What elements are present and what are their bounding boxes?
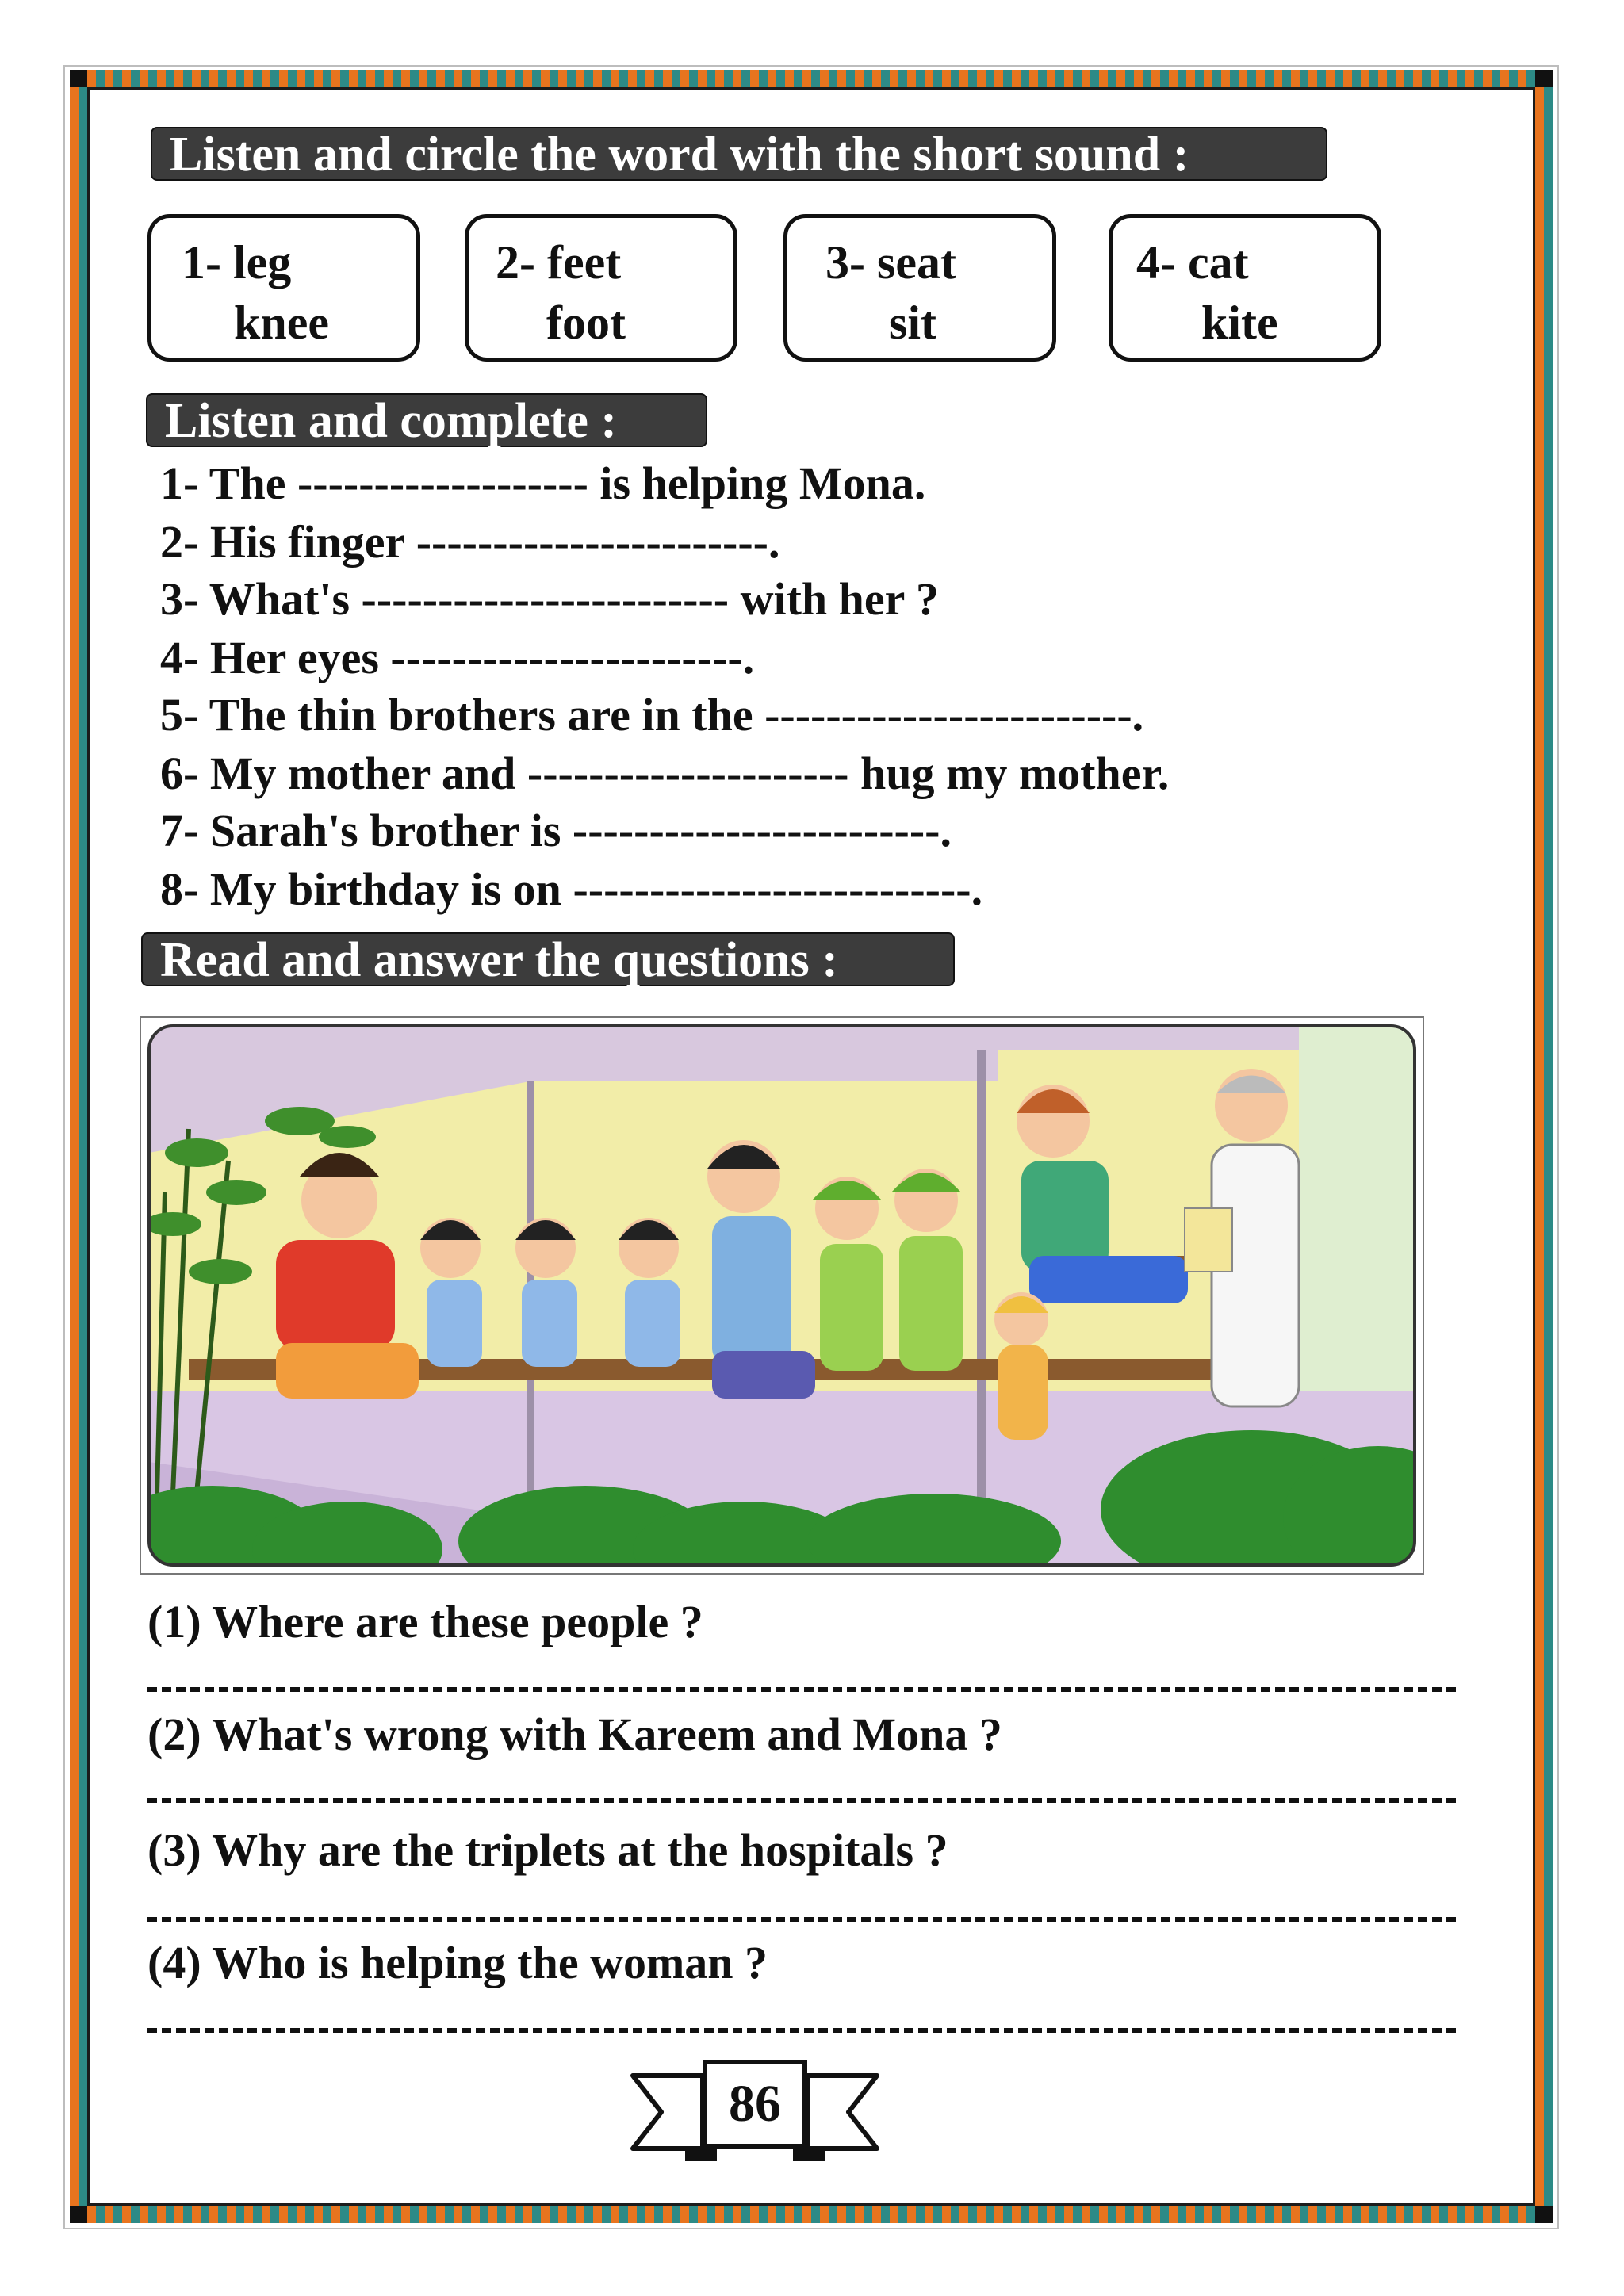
answer-line-2[interactable] [147, 1798, 1457, 1803]
answer-line-3[interactable] [147, 1917, 1457, 1922]
corner-ornament [1535, 2206, 1553, 2223]
corner-ornament [70, 2206, 87, 2223]
word-option[interactable]: kite [1201, 297, 1278, 349]
word-box-4[interactable] [1109, 214, 1381, 362]
complete-line-3[interactable]: 3- What's ------------------------ with her ? [160, 573, 939, 625]
word-box-1[interactable] [147, 214, 420, 362]
question-4: (4) Who is helping the woman ? [147, 1937, 768, 1988]
corner-ornament [1535, 70, 1553, 87]
complete-line-7[interactable]: 7- Sarah's brother is ------------------------. [160, 805, 952, 856]
word-option[interactable]: seat [876, 236, 956, 289]
word-option[interactable]: cat [1187, 236, 1249, 289]
section-title-read: Read and answer the questions : [141, 932, 955, 986]
question-1: (1) Where are these people ? [147, 1596, 703, 1647]
corner-ornament [70, 70, 87, 87]
complete-line-5[interactable]: 5- The thin brothers are in the ------------------------. [160, 689, 1144, 740]
page-number-ribbon [630, 2060, 880, 2169]
answer-line-4[interactable] [147, 2028, 1457, 2033]
complete-line-4[interactable]: 4- Her eyes -----------------------. [160, 632, 755, 683]
complete-line-2[interactable]: 2- His finger -----------------------. [160, 516, 780, 568]
item-number: 2- [496, 236, 535, 289]
word-option[interactable]: foot [546, 297, 626, 349]
word-option[interactable]: leg [232, 236, 292, 289]
answer-line-1[interactable] [147, 1687, 1457, 1692]
item-number: 4- [1136, 236, 1176, 289]
item-number: 3- [825, 236, 865, 289]
hospital-illustration [140, 1016, 1424, 1575]
page-number: 86 [703, 2060, 807, 2149]
question-3: (3) Why are the triplets at the hospitals ? [147, 1824, 948, 1876]
complete-line-1[interactable]: 1- The ------------------- is helping Mona. [160, 457, 926, 509]
word-option[interactable]: feet [546, 236, 622, 289]
complete-line-6[interactable]: 6- My mother and --------------------- hug my mother. [160, 748, 1170, 799]
word-box-2[interactable] [465, 214, 737, 362]
section-title-circle: Listen and circle the word with the short sound : [151, 127, 1327, 181]
section-title-complete: Listen and complete : [146, 393, 707, 447]
item-number: 1- [182, 236, 221, 289]
word-option[interactable]: sit [889, 297, 936, 349]
complete-line-8[interactable]: 8- My birthday is on --------------------------. [160, 863, 983, 915]
question-2: (2) What's wrong with Kareem and Mona ? [147, 1709, 1002, 1760]
word-box-3[interactable] [783, 214, 1056, 362]
word-option[interactable]: knee [234, 297, 329, 349]
